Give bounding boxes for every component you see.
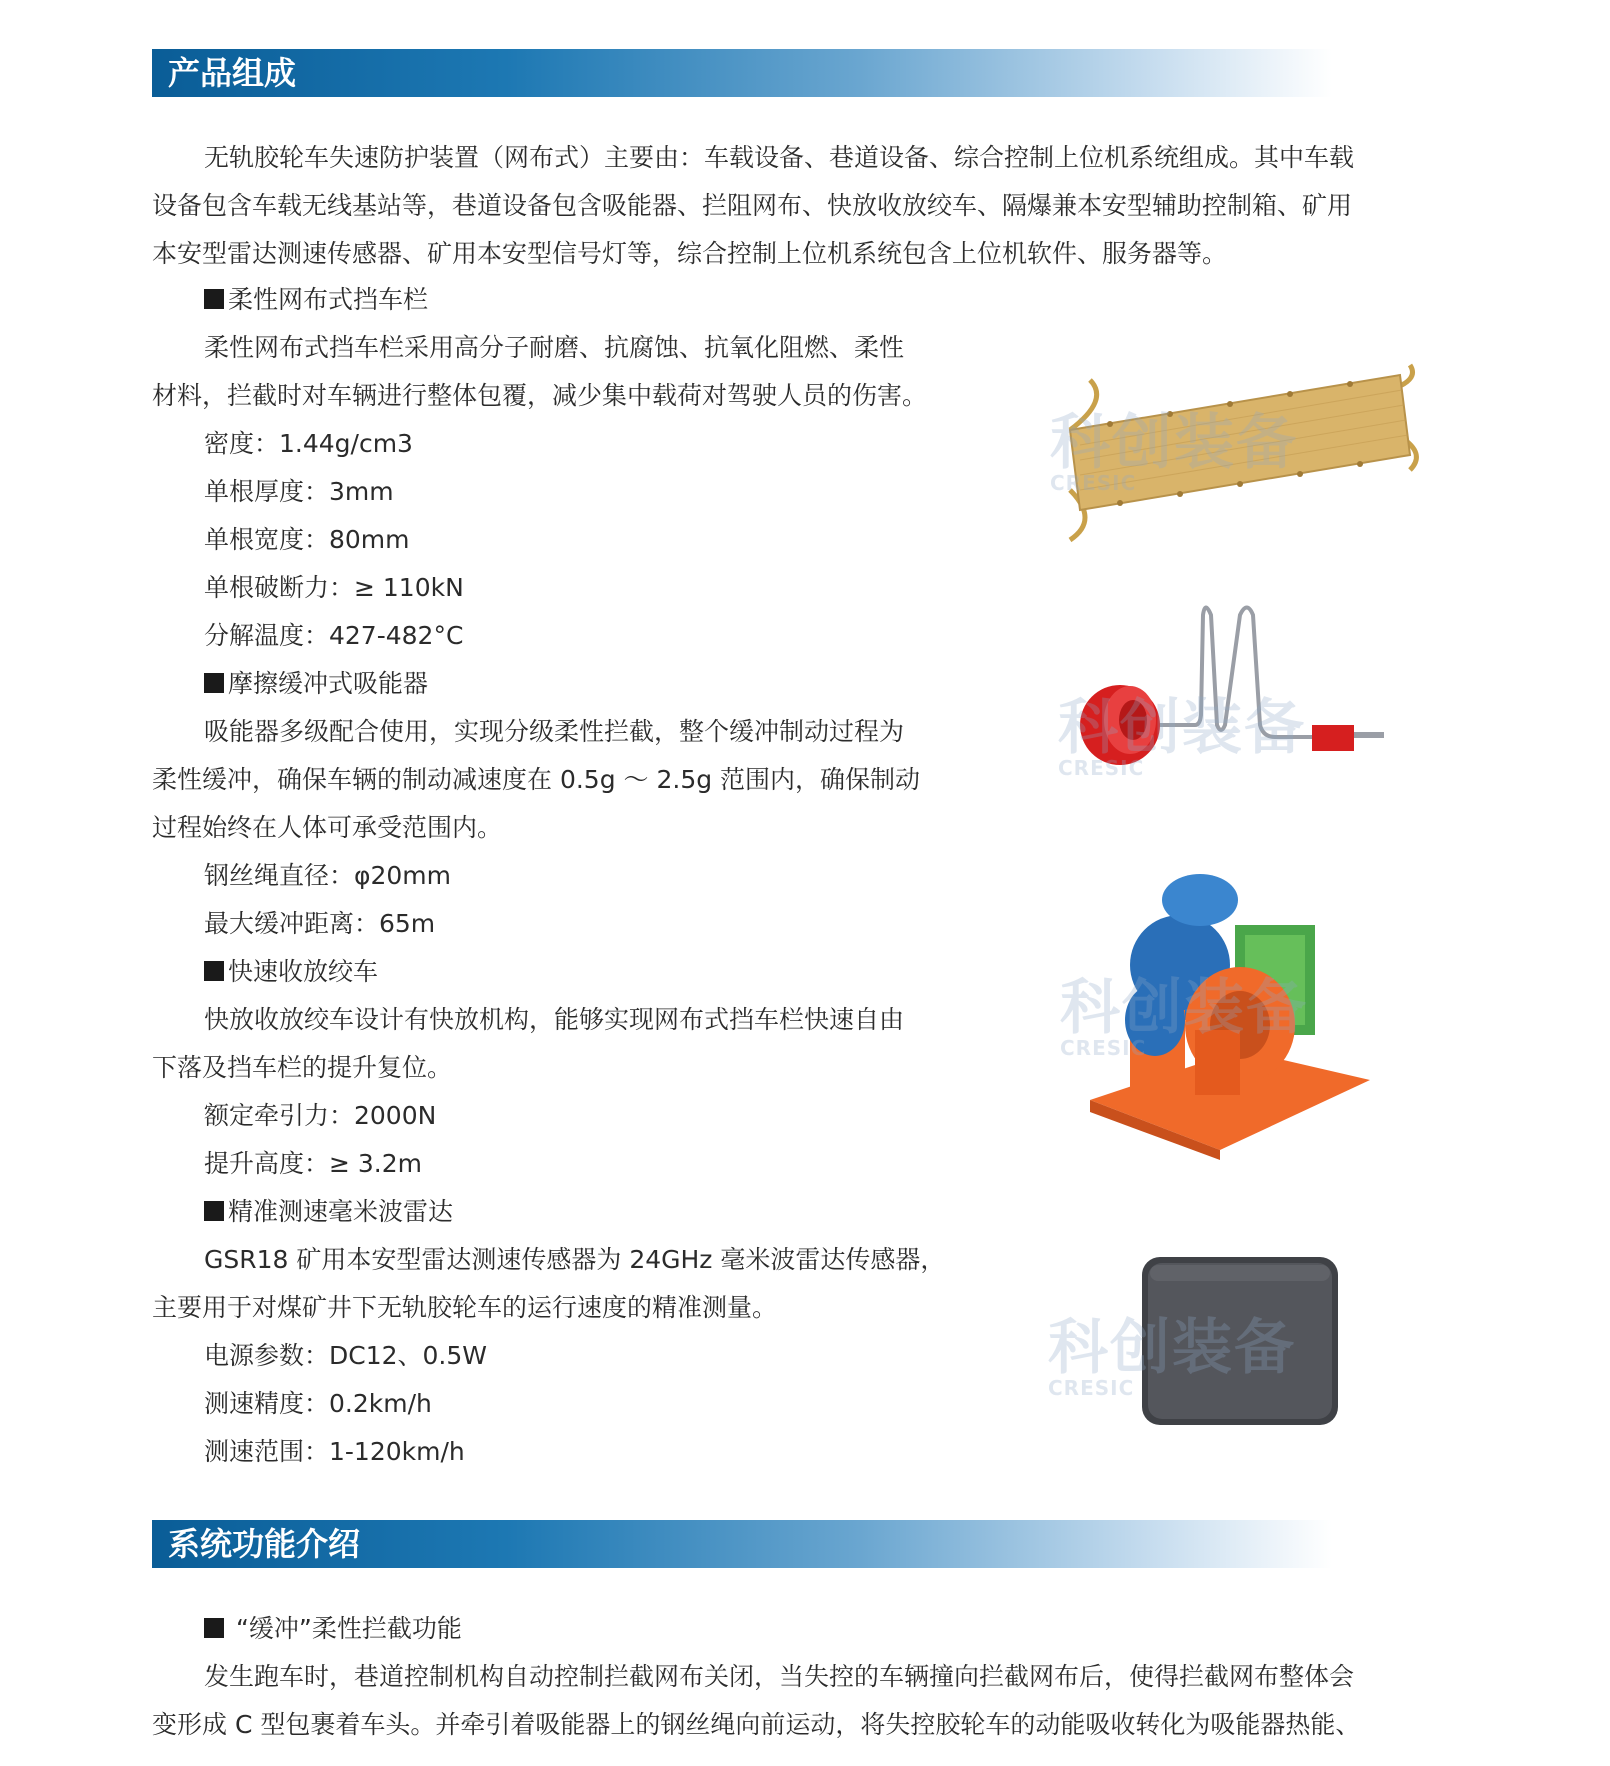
watermark-logo: 科创装备 CRESIC — [1048, 1313, 1296, 1400]
spec-item: 额定牵引力：2000N — [204, 1101, 437, 1130]
section-title: 系统功能介绍 — [168, 1525, 361, 1563]
component-heading-absorber: 摩擦缓冲式吸能器 — [152, 660, 972, 708]
absorber-desc-line: 吸能器多级配合使用，实现分级柔性拦截，整个缓冲制动过程为 — [204, 717, 905, 746]
absorber-desc-line: 过程始终在人体可承受范围内。 — [152, 813, 503, 842]
spec-item: 密度：1.44g/cm3 — [204, 429, 413, 458]
absorber-desc-line: 柔性缓冲，确保车辆的制动减速度在 0.5g ～ 2.5g 范围内，确保制动 — [152, 765, 921, 794]
spec-item: 提升高度：≥ 3.2m — [204, 1149, 423, 1178]
spec-item: 电源参数：DC12、0.5W — [204, 1341, 487, 1370]
winch-desc-line: 下落及挡车栏的提升复位。 — [152, 1053, 453, 1082]
intro-line: 无轨胶轮车失速防护装置（网布式）主要由：车载设备、巷道设备、综合控制上位机系统组成。其中车载 — [204, 143, 1355, 172]
components-list — [152, 276, 972, 1476]
section-title: 产品组成 — [168, 54, 297, 92]
intro-line: 本安型雷达测速传感器、矿用本安型信号灯等，综合控制上位机系统包含上位机软件、服务器等。 — [152, 239, 1228, 268]
spec-item: 单根厚度：3mm — [204, 477, 394, 506]
watermark-logo: 科创装备 CRESIC — [1060, 973, 1308, 1060]
spec-item: 单根宽度：80mm — [204, 525, 410, 554]
radar-desc-line: GSR18 矿用本安型雷达测速传感器为 24GHz 毫米波雷达传感器， — [204, 1245, 946, 1274]
function-heading: “缓冲”柔性拦截功能 — [152, 1605, 1432, 1653]
winch-desc-line: 快放收放绞车设计有快放机构，能够实现网布式挡车栏快速自由 — [204, 1005, 905, 1034]
watermark-logo: 科创装备 CRESIC — [1058, 693, 1306, 780]
spec-item: 钢丝绳直径：φ20mm — [204, 861, 452, 890]
square-bullet-icon — [204, 1618, 224, 1638]
square-bullet-icon — [204, 1201, 224, 1221]
watermark-logo: 科创装备 CRESIC — [1050, 408, 1298, 495]
component-heading-radar: 精准测速毫米波雷达 — [152, 1188, 972, 1236]
spec-item: 分解温度：427-482°C — [204, 621, 464, 650]
barrier-desc-line: 材料，拦截时对车辆进行整体包覆，减少集中载荷对驾驶人员的伤害。 — [152, 381, 928, 410]
square-bullet-icon — [204, 673, 224, 693]
component-heading-barrier: 柔性网布式挡车栏 — [152, 276, 972, 324]
function-block — [152, 1605, 1432, 1749]
intro-line: 设备包含车载无线基站等，巷道设备包含吸能器、拦阻网布、快放收放绞车、隔爆兼本安型辅助控制箱、矿用 — [152, 191, 1353, 220]
spec-item: 最大缓冲距离：65m — [204, 909, 436, 938]
spec-item: 测速范围：1-120km/h — [204, 1437, 465, 1466]
section-header-functions — [152, 1520, 1332, 1568]
function-desc-line: 发生跑车时，巷道控制机构自动控制拦截网布关闭，当失控的车辆撞向拦截网布后，使得拦截网布整体会 — [204, 1662, 1355, 1691]
spec-item: 测速精度：0.2km/h — [204, 1389, 432, 1418]
intro-paragraph — [152, 134, 1432, 278]
radar-desc-line: 主要用于对煤矿井下无轨胶轮车的运行速度的精准测量。 — [152, 1293, 778, 1322]
spec-item: 单根破断力：≥ 110kN — [204, 573, 464, 602]
section-header-product — [152, 49, 1332, 97]
square-bullet-icon — [204, 961, 224, 981]
square-bullet-icon — [204, 289, 224, 309]
component-heading-winch: 快速收放绞车 — [152, 948, 972, 996]
function-desc-line: 变形成 C 型包裹着车头。并牵引着吸能器上的钢丝绳向前运动，将失控胶轮车的动能吸收转化为吸能器热能、 — [152, 1710, 1361, 1739]
barrier-desc-line: 柔性网布式挡车栏采用高分子耐磨、抗腐蚀、抗氧化阻燃、柔性 — [204, 333, 905, 362]
